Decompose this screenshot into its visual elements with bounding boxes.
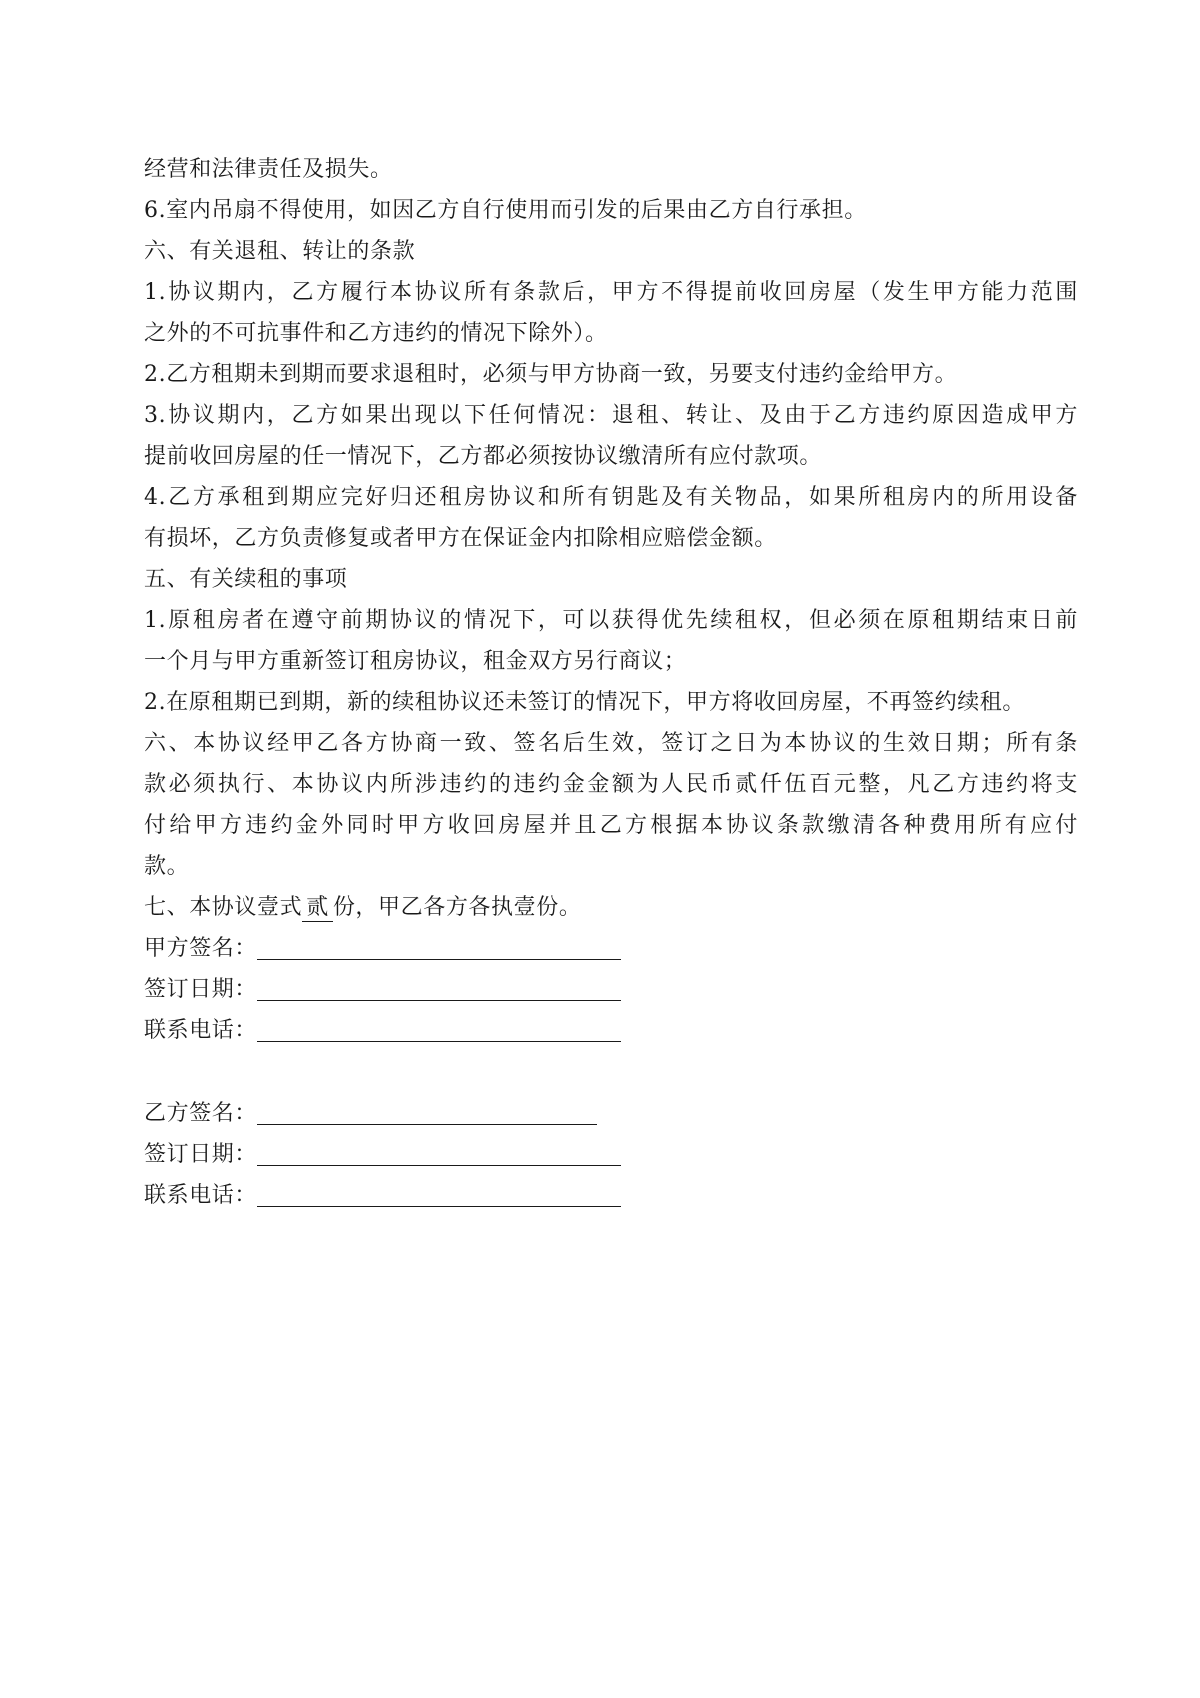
party-a-signature-row <box>144 928 1078 969</box>
party-a-phone-blank <box>257 1013 621 1042</box>
paragraph-line: 款必须执行、本协议内所涉违约的违约金金额为人民币贰仟伍百元整，凡乙方违约将支 <box>144 772 1078 797</box>
paragraph-line: 有损坏，乙方负责修复或者甲方在保证金内扣除相应赔偿金额。 <box>144 526 777 551</box>
party-b-phone-blank <box>257 1178 621 1207</box>
copies-count: 贰 <box>302 895 333 922</box>
paragraph-line: 六、本协议经甲乙各方协商一致、签名后生效，签订之日为本协议的生效日期；所有条 <box>144 731 1078 756</box>
party-b-signature-label: 乙方签名： <box>144 1101 258 1126</box>
paragraph-line: 1.原租房者在遵守前期协议的情况下，可以获得优先续租权，但必须在原租期结束日前 <box>144 608 1078 633</box>
paragraph-line: 提前收回房屋的任一情况下，乙方都必须按协议缴清所有应付款项。 <box>144 444 823 469</box>
paragraph-line: 2.乙方租期未到期而要求退租时，必须与甲方协商一致，另要支付违约金给甲方。 <box>144 362 958 387</box>
section-heading: 五、有关续租的事项 <box>144 567 348 592</box>
paragraph-line: 款。 <box>144 854 190 879</box>
party-b-date-row <box>144 1134 1078 1175</box>
paragraph-line: 4.乙方承租到期应完好归还租房协议和所有钥匙及有关物品，如果所租房内的所用设备 <box>144 485 1078 510</box>
party-a-phone-row <box>144 1010 1078 1051</box>
spacer <box>144 1051 1078 1093</box>
section-heading: 六、有关退租、转让的条款 <box>144 239 416 264</box>
party-b-phone-row <box>144 1175 1078 1216</box>
copies-clause-suffix: 份，甲乙各方各执壹份。 <box>332 895 582 920</box>
party-a-date-blank <box>257 972 621 1001</box>
party-a-date-label: 签订日期： <box>144 977 258 1002</box>
paragraph-line: 之外的不可抗事件和乙方违约的情况下除外）。 <box>144 321 608 346</box>
paragraph-line: 付给甲方违约金外同时甲方收回房屋并且乙方根据本协议条款缴清各种费用所有应付 <box>144 813 1078 838</box>
copies-clause <box>144 887 1078 928</box>
paragraph-line: 3.协议期内，乙方如果出现以下任何情况：退租、转让、及由于乙方违约原因造成甲方 <box>144 403 1078 428</box>
party-b-signature-row <box>144 1093 1078 1134</box>
party-a-signature-blank <box>257 931 621 960</box>
paragraph-line: 1.协议期内，乙方履行本协议所有条款后，甲方不得提前收回房屋（发生甲方能力范围 <box>144 280 1078 305</box>
paragraph-line: 6.室内吊扇不得使用，如因乙方自行使用而引发的后果由乙方自行承担。 <box>144 198 867 223</box>
party-b-date-blank <box>257 1137 621 1166</box>
paragraph-line: 2.在原租期已到期，新的续租协议还未签订的情况下，甲方将收回房屋，不再签约续租。 <box>144 690 1025 715</box>
party-b-date-label: 签订日期： <box>144 1142 258 1167</box>
copies-clause-prefix: 七、本协议壹式 <box>144 895 303 920</box>
paragraph-line: 一个月与甲方重新签订租房协议，租金双方另行商议； <box>144 649 687 674</box>
party-b-phone-label: 联系电话： <box>144 1183 258 1208</box>
party-b-signature-blank <box>257 1096 597 1125</box>
party-a-phone-label: 联系电话： <box>144 1018 258 1043</box>
party-a-signature-label: 甲方签名： <box>144 936 258 961</box>
paragraph-line: 经营和法律责任及损失。 <box>144 157 393 182</box>
party-a-date-row <box>144 969 1078 1010</box>
contract-body <box>144 149 1078 1216</box>
